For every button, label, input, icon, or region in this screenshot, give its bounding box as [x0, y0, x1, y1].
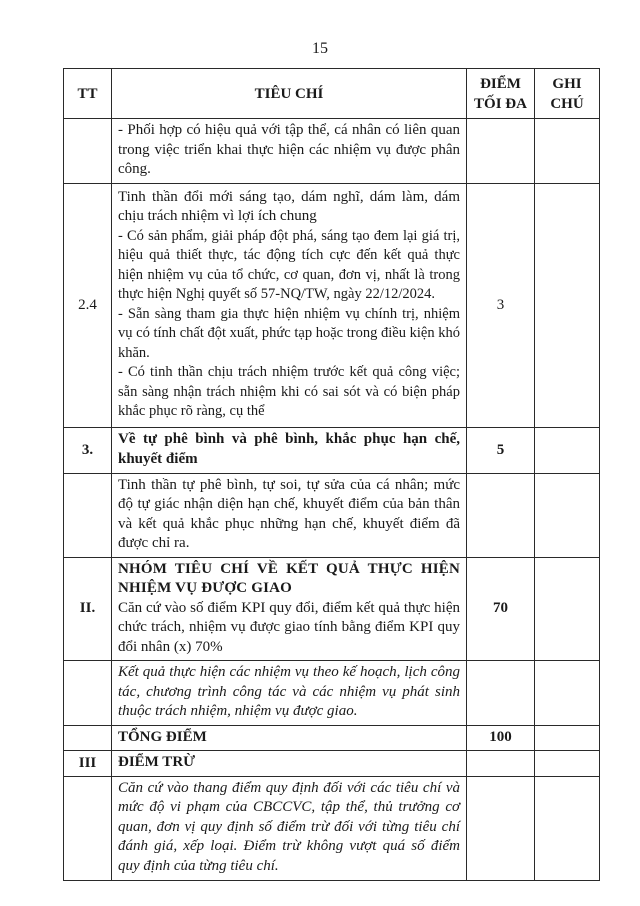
- header-diem-toi-da: ĐIỂM TỐI ĐA: [467, 69, 535, 119]
- table-row: [64, 183, 600, 427]
- table-row: [64, 119, 600, 184]
- row-text: Kết quả thực hiện các nhiệm vụ theo kế hoạch, lịch công tác, chương trình công tác và các nhiệm vụ phát sinh thuộc trách nhiệm, nhiệm vụ được giao.: [112, 661, 467, 726]
- row-tt: 2.4: [64, 183, 112, 427]
- criteria-table: [63, 68, 600, 881]
- row-text: [112, 557, 467, 661]
- row-text: Căn cứ vào thang điểm quy định đối với các tiêu chí và mức độ vi phạm của CBCCVC, tập thể, thủ trưởng cơ quan, đơn vị quy định số điểm trừ đối với từng tiêu chí đánh giá, xếp loại. Điểm trừ không vượt quá số điểm quy định của từng tiêu chí.: [112, 776, 467, 880]
- header-tt: TT: [64, 69, 112, 119]
- header-tieu-chi: TIÊU CHÍ: [112, 69, 467, 119]
- group-title: NHÓM TIÊU CHÍ VỀ KẾT QUẢ THỰC HIỆN NHIỆM VỤ ĐƯỢC GIAO: [118, 560, 460, 596]
- table-row: [64, 751, 600, 777]
- row-tt: II.: [64, 557, 112, 661]
- row-text: - Phối hợp có hiệu quả với tập thể, cá nhân có liên quan trong việc triển khai thực hiện các nhiệm vụ được phân công.: [112, 119, 467, 184]
- row-points: 70: [467, 557, 535, 661]
- row-text: [112, 183, 467, 427]
- table-row: [64, 725, 600, 751]
- row-title: Về tự phê bình và phê bình, khắc phục hạn chế, khuyết điểm: [112, 427, 467, 473]
- criterion-item: - Có sản phẩm, giải pháp đột phá, sáng tạo đem lại giá trị, hiệu quả thiết thực, tác động tích cực đến kết quả thực hiện nhiệm vụ của tổ chức, cơ quan, đơn vị, nhất là trong thực hiện Nghị quyết số 57-NQ/TW, ngày 22/12/2024.: [118, 227, 460, 302]
- row-points: 3: [467, 183, 535, 427]
- table-header-row: [64, 69, 600, 119]
- row-title: ĐIỂM TRỪ: [112, 751, 467, 777]
- group-description: Căn cứ vào số điểm KPI quy đổi, điểm kết quả thực hiện chức trách, nhiệm vụ được giao tính bằng điểm KPI quy đổi nhân (x) 70%: [118, 599, 460, 655]
- table-row: [64, 557, 600, 661]
- row-tt: III: [64, 751, 112, 777]
- total-points: 100: [467, 725, 535, 751]
- criterion-item: - Có tinh thần chịu trách nhiệm trước kết quả công việc; sẵn sàng nhận trách nhiệm khi có sai sót và có biện pháp khắc phục rõ ràng, cụ thể: [118, 364, 460, 419]
- table-row: [64, 473, 600, 557]
- row-points: 5: [467, 427, 535, 473]
- row-text: Tinh thần tự phê bình, tự soi, tự sửa của cá nhân; mức độ tự giác nhận diện hạn chế, khuyết điểm của bản thân và kết quả khắc phục những hạn chế, khuyết điểm đã được chỉ ra.: [112, 473, 467, 557]
- total-label: TỔNG ĐIỂM: [112, 725, 467, 751]
- criterion-item: - Sẵn sàng tham gia thực hiện nhiệm vụ chính trị, nhiệm vụ có tính chất đột xuất, phức tạp hoặc trong điều kiện khó khăn.: [118, 305, 460, 361]
- header-ghi-chu: GHI CHÚ: [535, 69, 600, 119]
- table-row: [64, 776, 600, 880]
- table-row: [64, 427, 600, 473]
- criterion-title: Tinh thần đổi mới sáng tạo, dám nghĩ, dám làm, dám chịu trách nhiệm vì lợi ích chung: [118, 188, 460, 224]
- table-row: [64, 661, 600, 726]
- row-tt: 3.: [64, 427, 112, 473]
- page-number: 15: [312, 40, 328, 57]
